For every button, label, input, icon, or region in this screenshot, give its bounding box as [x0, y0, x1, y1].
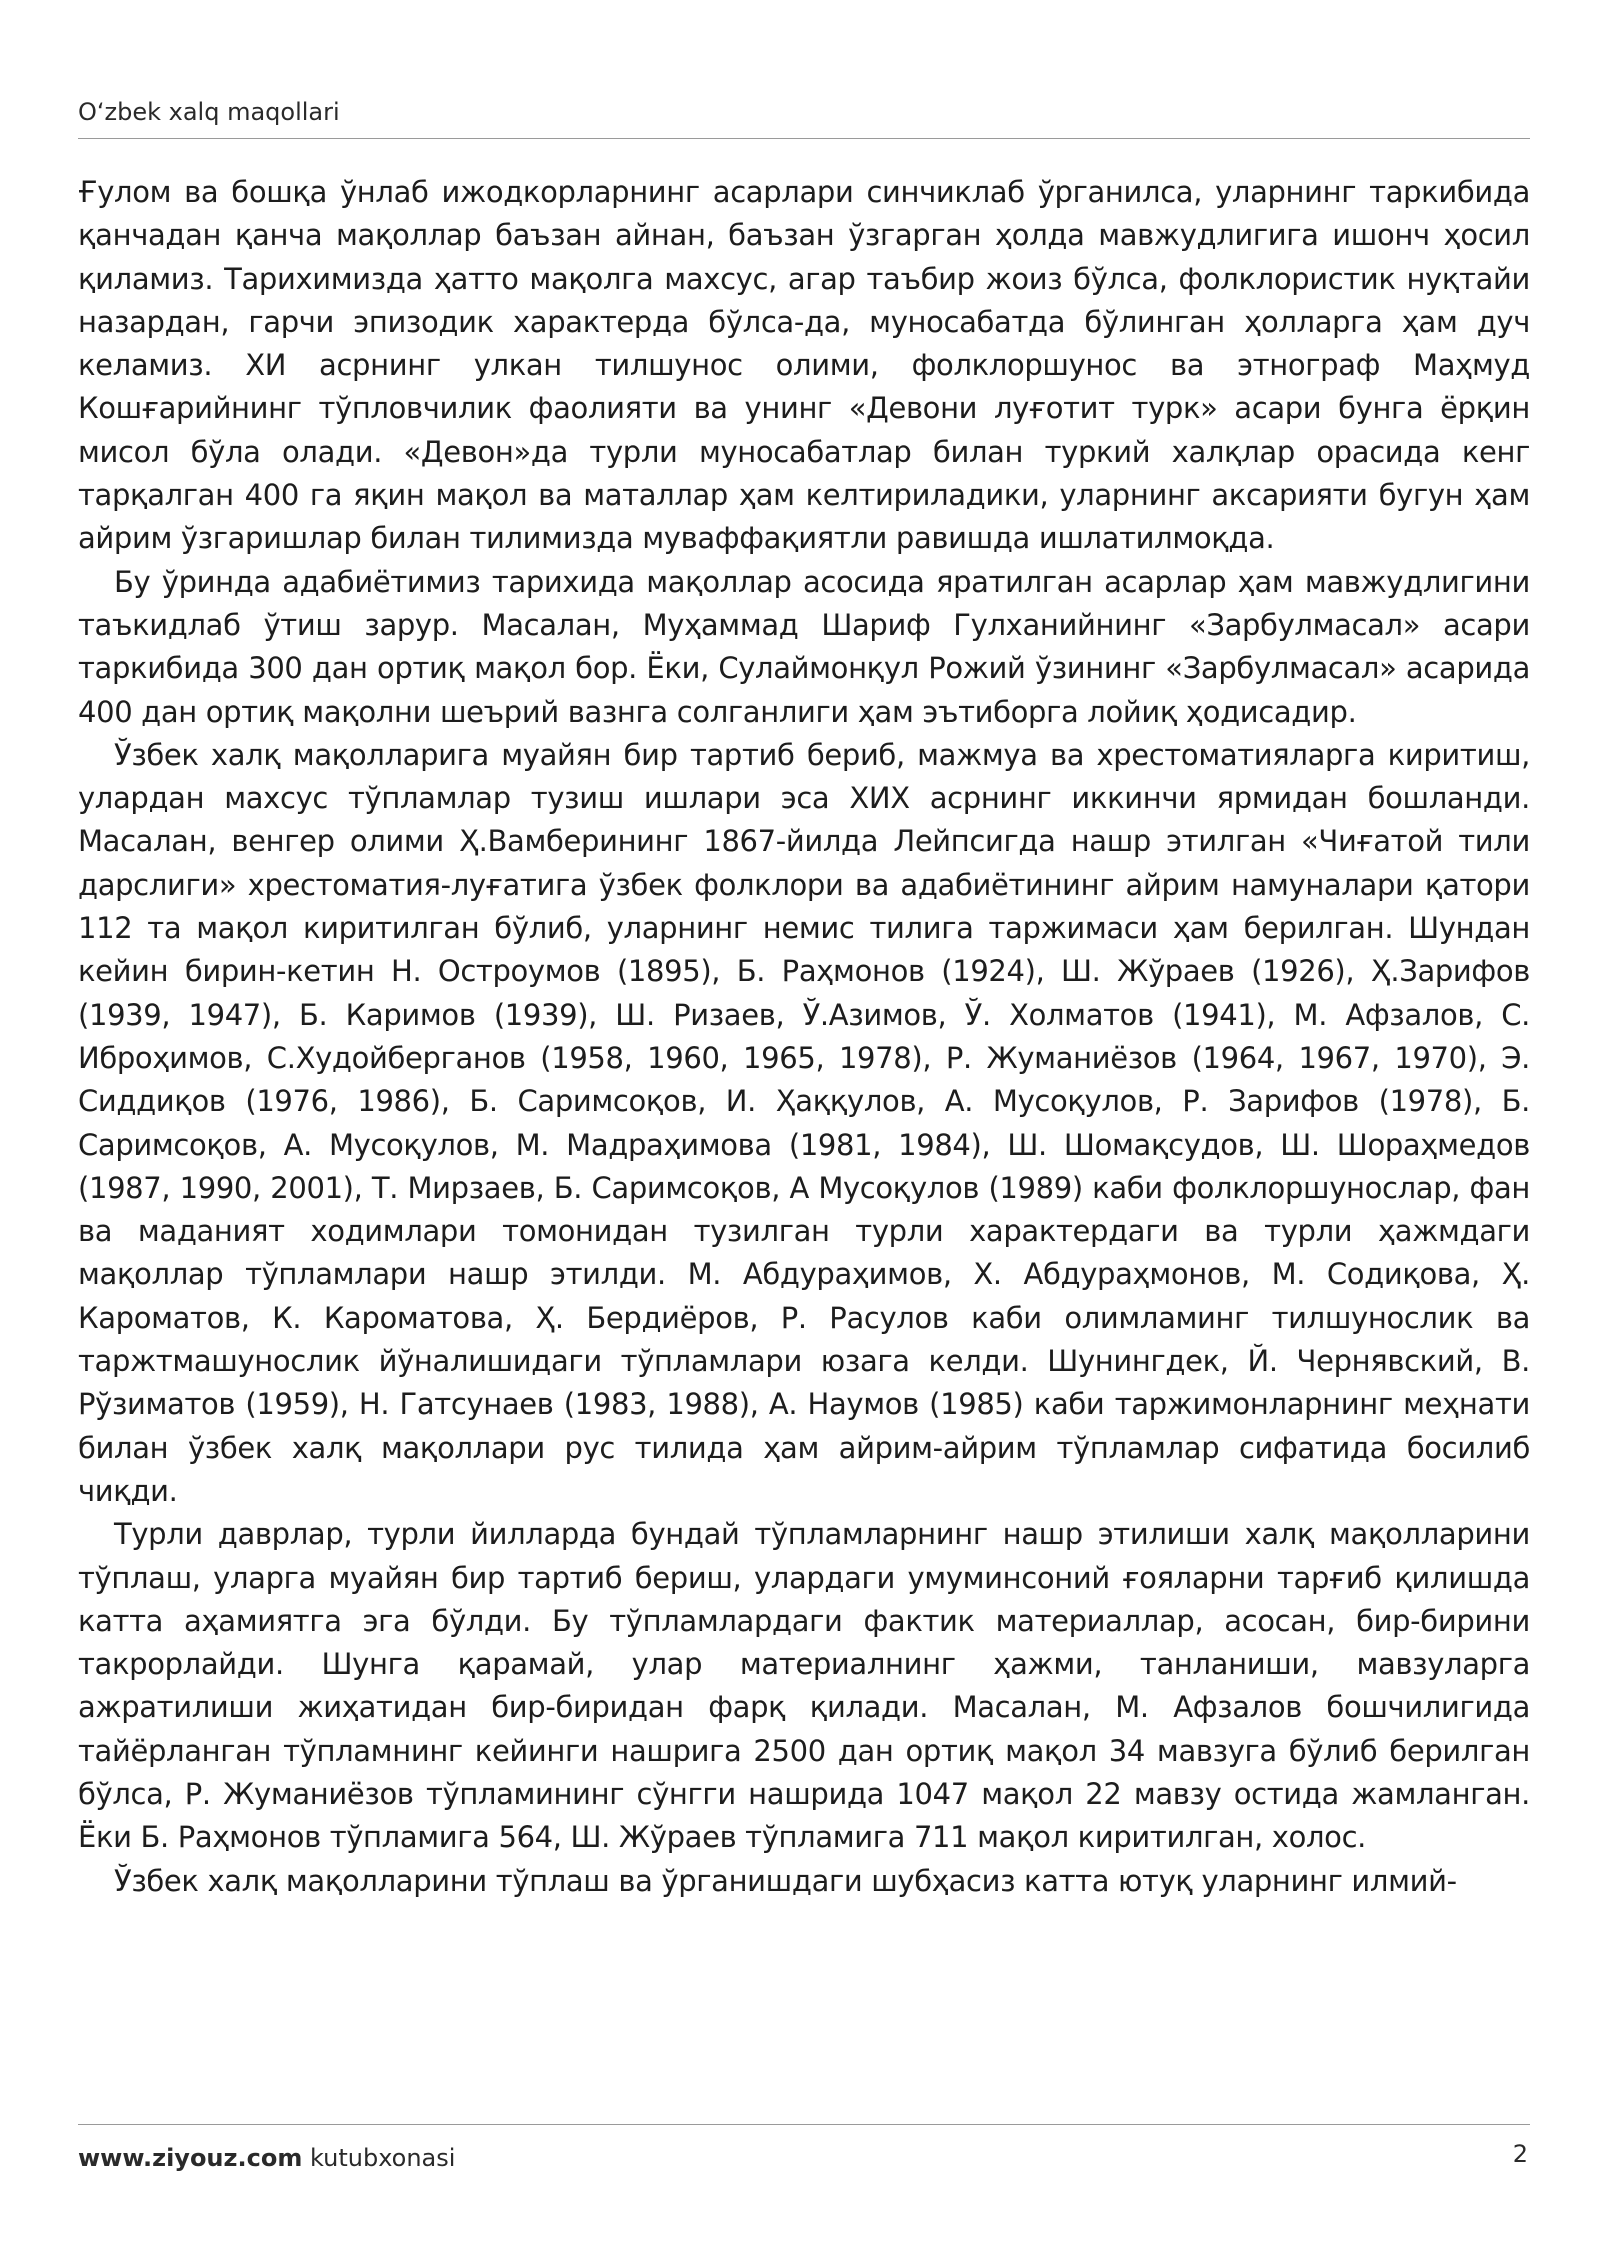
paragraph: Ўзбек халқ мақолларига муайян бир тартиб бериб, мажмуа ва хрестоматияларга киритиш, улардан махсус тўпламлар тузиш ишлари эса ХИХ асрнинг иккинчи ярмидан бошланди. Масалан, венгер олими Ҳ.Вамберининг 1867-йилда Лейпсигда нашр этилган «Чиғатой тили дарслиги» хрестоматия-луғатига ўзбек фолклори ва адабиётининг айрим намуналари қатори 112 та мақол киритилган бўлиб, уларнинг немис тилига таржимаси ҳам берилган. Шундан кейин бирин-кетин Н. Остроумов (1895), Б. Раҳмонов (1924), Ш. Жўраев (1926), Ҳ.Зарифов (1939, 1947), Б. Каримов (1939), Ш. Ризаев, Ў.Азимов, Ў. Холматов (1941), М. Афзалов, С. Иброҳимов, С.Худойберганов (1958, 1960, 1965, 1978), Р. Жуманиёзов (1964, 1967, 1970), Э. Сиддиқов (1976, 1986), Б. Саримсоқов, И. Ҳаққулов, А. Мусоқулов, Р. Зарифов (1978), Б. Саримсоқов, А. Мусоқулов, М. Мадраҳимова (1981, 1984), Ш. Шомақсудов, Ш. Шораҳмедов (1987, 1990, 2001), Т. Мирзаев, Б. Саримсоқов, А Мусоқулов (1989) каби фолклоршунослар, фан ва маданият ходимлари томонидан тузилган турли характердаги ва турли ҳажмдаги мақоллар тўпламлари нашр этилди. М. Абдураҳимов, Х. Абдураҳмонов, М. Содиқова, Ҳ. Кароматов, К. Кароматова, Ҳ. Бердиёров, Р. Расулов каби олимламинг тилшунослик ва таржтмашунослик йўналишидаги тўпламлари юзага келди. Шунингдек, Й. Чернявский, В. Рўзиматов (1959), Н. Гатсунаев (1983, 1988), А. Наумов (1985) каби таржимонларнинг меҳнати билан ўзбек халқ мақоллари рус тилида ҳам айрим-айрим тўпламлар сифатида босилиб чиқди.: [78, 737, 1530, 1508]
paragraph: Турли даврлар, турли йилларда бундай тўпламларнинг нашр этилиши халқ мақолларини тўплаш, уларга муайян бир тартиб бериш, улардаги умуминсоний ғояларни тарғиб қилишда катта аҳамиятга эга бўлди. Бу тўпламлардаги фактик материаллар, асосан, бир-бирини такрорлайди. Шунга қарамай, улар материалнинг ҳажми, танланиши, мавзуларга ажратилиши жиҳатидан бир-биридан фарқ қилади. Масалан, М. Афзалов бошчилигида тайёрланган тўпламнинг кейинги нашрига 2500 дан ортиқ мақол 34 мавзуга бўлиб берилган бўлса, Р. Жуманиёзов тўпламининг сўнгги нашрида 1047 мақол 22 мавзу остида жамланган. Ёки Б. Раҳмонов тўпламига 564, Ш. Жўраев тўпламига 711 мақол киритилган, холос.: [78, 1517, 1530, 1855]
footer-site-link[interactable]: www.ziyouz.com: [78, 2144, 303, 2172]
footer-divider: [78, 2124, 1530, 2125]
paragraph: Ўзбек халқ мақолларини тўплаш ва ўрганишдаги шубҳасиз катта ютуқ уларнинг илмий-: [114, 1863, 1457, 1898]
header-divider: [78, 138, 1530, 139]
paragraph: Ғулом ва бошқа ўнлаб ижодкорларнинг асарлари синчиклаб ўрганилса, уларнинг таркибида қанчадан қанча мақоллар баъзан айнан, баъзан ўзгарган ҳолда мавжудлигига ишонч ҳосил қиламиз. Тарихимизда ҳатто мақолга махсус, агар таъбир жоиз бўлса, фолклористик нуқтайи назардан, гарчи эпизодик характерда бўлса-да, муносабатда бўлинган ҳолларга ҳам дуч келамиз. ХИ асрнинг улкан тилшунос олими, фолклоршунос ва этнограф Маҳмуд Кошғарийнинг тўпловчилик фаолияти ва унинг «Девони луғотит турк» асари бунга ёрқин мисол бўла олади. «Девон»да турли муносабатлар билан туркий халқлар орасида кенг тарқалган 400 га яқин мақол ва маталлар ҳам келтириладики, уларнинг аксарияти бугун ҳам айрим ўзгаришлар билан тилимизда муваффақиятли равишда ишлатилмоқда.: [78, 175, 1530, 556]
page-number: 2: [1512, 2140, 1528, 2168]
paragraph: Бу ўринда адабиётимиз тарихида мақоллар асосида яратилган асарлар ҳам мавжудлигини таъкидлаб ўтиш зарур. Масалан, Муҳаммад Шариф Гулханийнинг «Зарбулмасал» асари таркибида 300 дан ортиқ мақол бор. Ёки, Сулаймонқул Рожий ўзининг «Зарбулмасал» асарида 400 дан ортиқ мақолни шеърий вазнга солганлиги ҳам эътиборга лойиқ ҳодисадир.: [78, 564, 1530, 729]
running-header: O‘zbek xalq maqollari: [78, 98, 340, 126]
footer: [78, 2144, 455, 2172]
page-body: [78, 171, 1530, 1903]
footer-label: kutubxonasi: [309, 2144, 456, 2172]
